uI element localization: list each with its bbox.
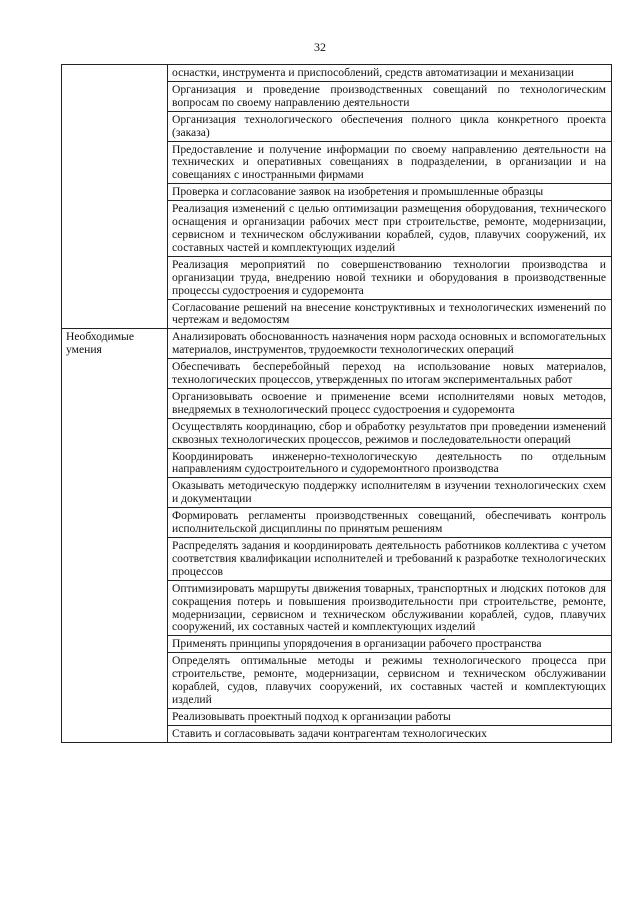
row-label: Необходимые умения [66,330,134,357]
list-item: Определять оптимальные методы и режимы технологического процесса при строительстве, ремонте, модернизации, сервисном и техническом обслуживании кораблей, судов, плавучих сооружений, их составных частей и комплектующих изделий [168,653,611,709]
table-row-skills [62,329,612,742]
table-row-continuation [62,65,612,329]
row-items [168,65,612,329]
list-item: Реализовывать проектный подход к организации работы [168,709,611,726]
list-item: Обеспечивать бесперебойный переход на использование новых материалов, технологических процессов, утвержденных по итогам экспериментальных работ [168,359,611,389]
list-item: оснастки, инструмента и приспособлений, средств автоматизации и механизации [168,65,611,82]
list-item: Предоставление и получение информации по своему направлению деятельности на технических и оперативных совещаниях в подразделении, в организации и на совещаниях с иностранными фирмами [168,142,611,185]
list-item: Анализировать обоснованность назначения норм расхода основных и вспомогательных материалов, инструментов, трудоемкости технологических операций [168,329,611,359]
list-item: Формировать регламенты производственных совещаний, обеспечивать контроль исполнительской дисциплины по принятым решениям [168,508,611,538]
document-table [61,64,612,743]
list-item: Организация и проведение производственных совещаний по технологическим вопросам по своему направлению деятельности [168,82,611,112]
list-item: Реализация изменений с целью оптимизации размещения оборудования, технического оснащения и организации рабочих мест при строительстве, ремонте, модернизации, сервисном и техническом обслуживании кораблей, судов, плавучих сооружений, их составных частей и комплектующих изделий [168,201,611,257]
list-item: Применять принципы упорядочения в организации рабочего пространства [168,636,611,653]
list-item: Проверка и согласование заявок на изобретения и промышленные образцы [168,184,611,201]
list-item: Организовывать освоение и применение всеми исполнителями новых методов, внедряемых в технологический процесс судостроения и судоремонта [168,389,611,419]
list-item: Координировать инженерно-технологическую деятельность по отдельным направлениям судостроительного и судоремонтного производства [168,449,611,479]
list-item: Распределять задания и координировать деятельность работников коллектива с учетом соответствия квалификации исполнителей и требований к разработке технологических процессов [168,538,611,581]
list-item: Осуществлять координацию, сбор и обработку результатов при проведении изменений сквозных технологических процессов, режимов и последовательности операций [168,419,611,449]
row-items [168,329,612,742]
row-label-cell [62,329,168,742]
row-label-empty [62,65,168,329]
list-item: Ставить и согласовывать задачи контрагентам технологических [172,726,487,740]
list-item: Оптимизировать маршруты движения товарных, транспортных и людских потоков для сокращения потерь и повышения производительности при строительстве, ремонте, модернизации, сервисном и техническом обслуживании кораблей, судов, плавучих сооружений, их составных частей и комплектующих изделий [168,581,611,637]
list-item: Согласование решений на внесение конструктивных и технологических изменений по чертежам и ведомостям [172,300,606,327]
list-item: Организация технологического обеспечения полного цикла конкретного проекта (заказа) [168,112,611,142]
list-item: Оказывать методическую поддержку исполнителям в изучении технологических схем и документации [168,478,611,508]
list-item: Реализация мероприятий по совершенствованию технологии производства и организации труда, внедрению новой техники и оборудования в производственные процессы судостроения и судоремонта [168,257,611,300]
page-number: 32 [314,40,326,54]
